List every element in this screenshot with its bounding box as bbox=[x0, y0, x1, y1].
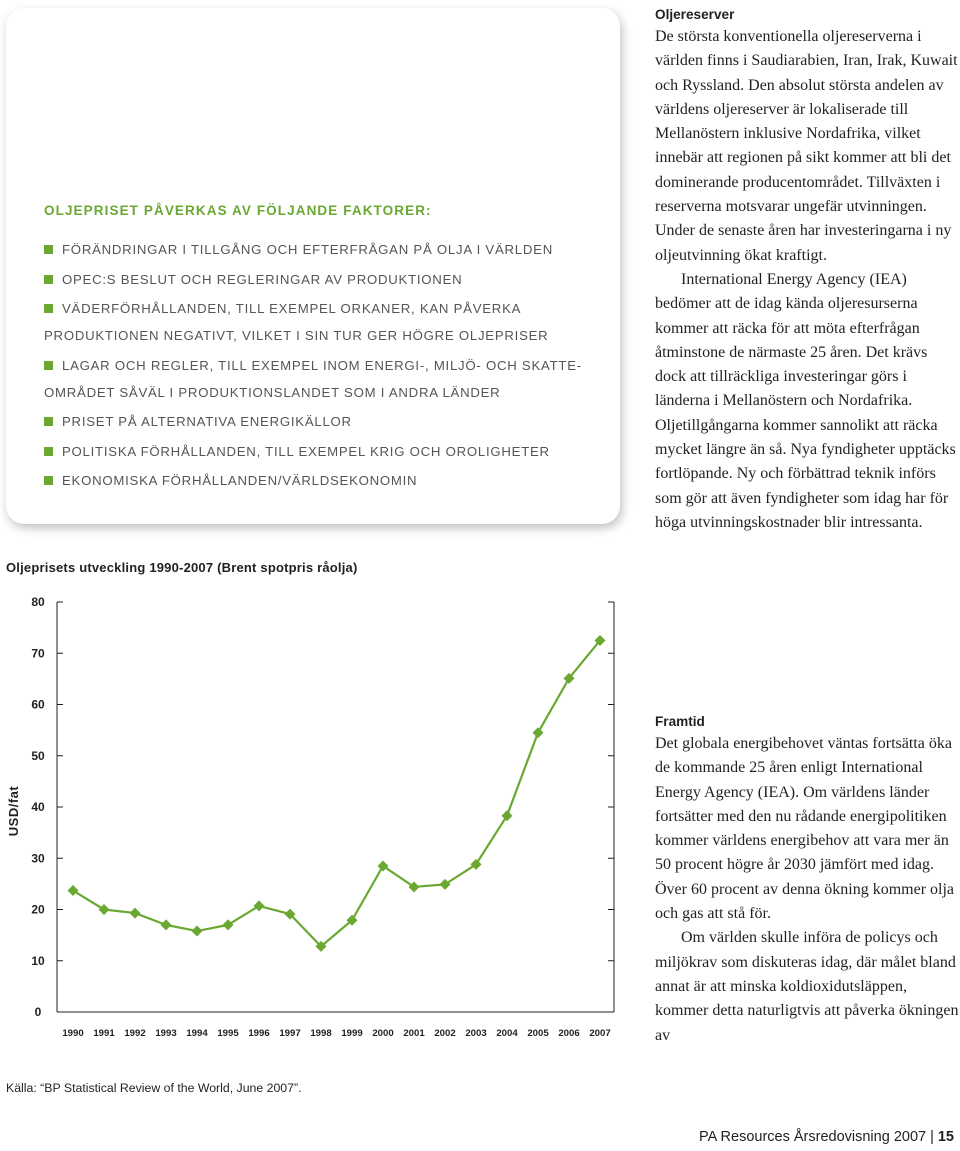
square-bullet-icon bbox=[44, 275, 53, 284]
y-tick-label: 70 bbox=[31, 646, 45, 661]
x-tick-label: 2002 bbox=[434, 1028, 456, 1039]
factor-line: EKONOMISKA FÖRHÅLLANDEN/VÄRLDSEKONOMIN bbox=[62, 473, 418, 488]
factor-line: POLITISKA FÖRHÅLLANDEN, TILL EXEMPEL KRIG OCH OROLIGHETER bbox=[62, 443, 550, 459]
data-point-marker bbox=[440, 879, 451, 890]
data-point-marker bbox=[254, 900, 265, 911]
factors-list bbox=[44, 236, 612, 497]
y-tick-label: 30 bbox=[31, 851, 45, 866]
x-tick-label: 1994 bbox=[186, 1028, 208, 1039]
y-tick-label: 50 bbox=[31, 748, 45, 763]
y-axis-label: USD/fat bbox=[6, 785, 21, 837]
factor-item bbox=[44, 295, 612, 349]
future-section bbox=[655, 713, 960, 1048]
data-point-marker bbox=[161, 919, 172, 930]
square-bullet-icon bbox=[44, 476, 53, 485]
x-tick-label: 2006 bbox=[558, 1028, 580, 1039]
y-tick-label: 20 bbox=[31, 902, 45, 917]
square-bullet-icon bbox=[44, 417, 53, 426]
x-tick-label: 1991 bbox=[93, 1028, 115, 1039]
factor-item bbox=[44, 266, 612, 293]
x-tick-label: 1990 bbox=[62, 1028, 84, 1039]
x-tick-label: 1993 bbox=[155, 1028, 177, 1039]
footer-text: PA Resources Årsredovisning 2007 bbox=[699, 1129, 927, 1145]
factor-line: LAGAR OCH REGLER, TILL EXEMPEL INOM ENERGI-, MILJÖ- OCH SKATTE- bbox=[62, 357, 582, 373]
data-point-marker bbox=[471, 859, 482, 870]
y-tick-label: 0 bbox=[34, 1005, 42, 1019]
x-tick-label: 2007 bbox=[589, 1028, 611, 1039]
factor-item bbox=[44, 352, 612, 406]
oil-price-chart bbox=[0, 585, 620, 1055]
x-ticks bbox=[62, 1028, 610, 1039]
factor-item bbox=[44, 408, 612, 435]
factor-line: PRODUKTIONEN NEGATIVT, VILKET I SIN TUR GER HÖGRE OLJEPRISER bbox=[44, 328, 549, 343]
page-number: 15 bbox=[937, 1129, 954, 1145]
data-point-marker bbox=[502, 810, 513, 821]
future-paragraph-2: Om världen skulle införa de policys och miljökrav som diskuteras idag, där målet bland annat är att minska koldioxidutsläppen, kommer detta naturligtvis att påverka ökningen av bbox=[655, 929, 959, 1044]
factor-line: OPEC:S BESLUT OCH REGLERINGAR AV PRODUKTIONEN bbox=[62, 271, 463, 287]
chart-title: Oljeprisets utveckling 1990-2007 (Brent spotpris råolja) bbox=[6, 560, 358, 575]
factor-line: VÄDERFÖRHÅLLANDEN, TILL EXEMPEL ORKANER, KAN PÅVERKA bbox=[62, 301, 522, 316]
square-bullet-icon bbox=[44, 245, 53, 254]
y-ticks bbox=[31, 595, 614, 1019]
page-footer bbox=[699, 1129, 954, 1145]
data-point-marker bbox=[130, 908, 141, 919]
data-point-marker bbox=[99, 904, 110, 915]
square-bullet-icon bbox=[44, 447, 53, 456]
reserves-section bbox=[655, 6, 960, 535]
y-tick-label: 40 bbox=[31, 800, 45, 814]
y-tick-label: 80 bbox=[31, 595, 45, 609]
data-point-marker bbox=[192, 926, 203, 937]
y-tick-label: 10 bbox=[31, 953, 45, 968]
factor-line: OMRÅDET SÅVÄL I PRODUKTIONSLANDET SOM I ANDRA LÄNDER bbox=[44, 384, 501, 400]
x-tick-label: 1992 bbox=[124, 1028, 146, 1039]
factors-title: OLJEPRISET PÅVERKAS AV FÖLJANDE FAKTORER: bbox=[44, 203, 432, 218]
reserves-paragraph-1: De största konventionella oljereserverna i världen finns i Saudiarabien, Iran, Irak, Kuwait och Ryssland. Den absolut största andelen av världens oljereserver är lokaliserade till Mellanöstern inklusive Nordafrika, vilket innebär att regionen på sikt kommer att bli det dominerande producentområdet. Tillväxten i reserverna motsvarar ungefär utvinningen. Under de senaste åren har investeringarna i ny oljeutvinning ökat kraftigt. bbox=[655, 28, 958, 264]
series-line bbox=[73, 640, 600, 946]
y-tick-label: 60 bbox=[31, 697, 45, 712]
reserves-heading: Oljereserver bbox=[655, 7, 735, 22]
x-tick-label: 1995 bbox=[217, 1028, 239, 1039]
data-point-marker bbox=[533, 727, 544, 738]
x-tick-label: 2003 bbox=[465, 1028, 487, 1039]
reserves-paragraph-2: International Energy Agency (IEA) bedömer att de idag kända oljeresurserna kommer att räcka för att möta efterfrågan åtminstone de närmaste 25 åren. Det krävs dock att tillräckliga investeringar görs i länderna i Mellanöstern och Nordafrika. Oljetillgångarna kommer sannolikt att räcka mycket längre än så. Nya fyndigheter upptäcks fortlöpande. Ny och förbättrad teknik införs som gör att även fyndigheter som idag har för höga utvinningskostnader blir intressanta. bbox=[655, 270, 956, 531]
x-tick-label: 1998 bbox=[310, 1028, 332, 1039]
square-bullet-icon bbox=[44, 361, 53, 370]
square-bullet-icon bbox=[44, 304, 53, 313]
factor-item bbox=[44, 467, 612, 494]
chart-axes bbox=[57, 602, 614, 1012]
x-tick-label: 2001 bbox=[403, 1028, 425, 1039]
x-tick-label: 1997 bbox=[279, 1028, 301, 1039]
factor-line: PRISET PÅ ALTERNATIVA ENERGIKÄLLOR bbox=[62, 414, 352, 429]
factor-item bbox=[44, 438, 612, 465]
future-paragraph-1: Det globala energibehovet väntas fortsätta öka de kommande 25 åren enligt International Energy Agency (IEA). Om världens länder fortsätter med den nu rådande energipolitiken kommer världens energibehov att vara mer än 50 procent högre år 2030 jämfört med idag. Över 60 procent av denna ökning kommer olja och gas att stå för. bbox=[655, 735, 955, 923]
footer-separator: | bbox=[930, 1129, 934, 1145]
factor-line: FÖRÄNDRINGAR I TILLGÅNG OCH EFTERFRÅGAN PÅ OLJA I VÄRLDEN bbox=[62, 242, 553, 257]
future-heading: Framtid bbox=[655, 714, 705, 729]
factor-item bbox=[44, 236, 612, 263]
x-tick-label: 1999 bbox=[341, 1028, 363, 1039]
data-point-marker bbox=[68, 885, 79, 896]
chart-series bbox=[68, 635, 606, 952]
x-tick-label: 2005 bbox=[527, 1028, 549, 1039]
x-tick-label: 2000 bbox=[372, 1028, 394, 1039]
data-point-marker bbox=[223, 919, 234, 930]
x-tick-label: 2004 bbox=[496, 1028, 518, 1039]
source-note: Källa: “BP Statistical Review of the World, June 2007”. bbox=[6, 1081, 302, 1095]
x-tick-label: 1996 bbox=[248, 1028, 270, 1039]
